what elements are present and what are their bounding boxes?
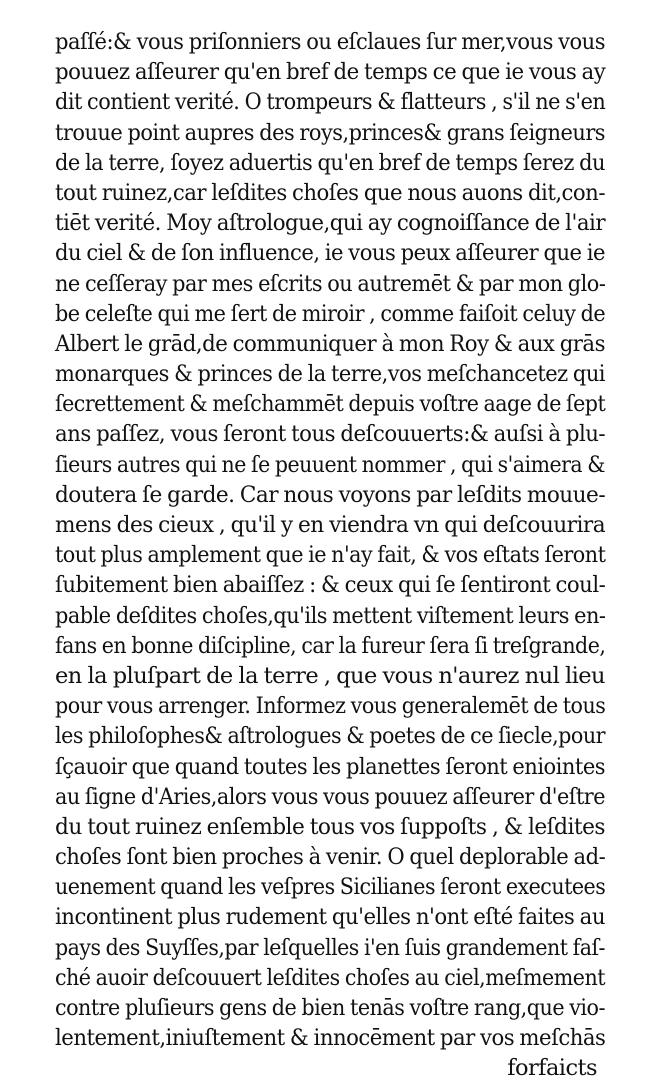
text-line-31: pays des Suyſſes,par leſquelles i'en ſuis grandement faſ- bbox=[55, 934, 605, 961]
text-line-9: ne ceſſeray par mes eſcrits ou autremēt & par mon glo- bbox=[55, 270, 606, 297]
text-line-17: mens des cieux , qu'il y en viendra vn qui deſcouurira bbox=[55, 512, 606, 538]
text-line-34: lentement,iniuſtement & innocēment par vos meſchās bbox=[55, 1025, 606, 1052]
text-line-2: pouuez aſſeurer qu'en bref de temps ce que ie vous ay bbox=[55, 59, 606, 86]
catchword: forfaicts bbox=[507, 1055, 597, 1082]
body-text bbox=[55, 27, 605, 1084]
text-line-5: de la terre, ſoyez aduertis qu'en bref de temps ſerez du bbox=[55, 149, 605, 176]
text-line-8: du ciel & de ſon influence, ie vous peux aſſeurer que ie bbox=[55, 240, 606, 267]
text-line-32: ché auoir deſcouuert leſdites choſes au ciel,meſmement bbox=[55, 964, 605, 991]
text-line-27: du tout ruinez enſemble tous vos ſuppoſts , & leſdites bbox=[55, 813, 605, 840]
text-line-6: tout ruinez,car leſdites choſes que nous auons dit,con- bbox=[55, 179, 606, 206]
text-line-28: choſes ſont bien proches à venir. O quel deplorable ad- bbox=[55, 844, 606, 871]
text-line-7: tiēt verité. Moy aſtrologue,qui ay cognoiſſance de l'air bbox=[55, 210, 606, 237]
text-line-11: Albert le grād,de communiquer à mon Roy & aux grās bbox=[55, 330, 605, 357]
text-line-1: paſſé:& vous priſonniers ou eſclaues ſur mer,vous vous bbox=[55, 29, 606, 55]
text-line-3: dit contient verité. O trompeurs & flatteurs , s'il ne s'en bbox=[55, 89, 606, 116]
text-line-23: pour vous arrenger. Informez vous generalemēt de tous bbox=[55, 693, 606, 720]
text-line-33: contre pluſieurs gens de bien tenās voſtre rang,que vio- bbox=[55, 995, 605, 1021]
text-line-13: ſecrettement & meſchammēt depuis voſtre aage de ſept bbox=[55, 391, 606, 418]
text-line-12: monarques & princes de la terre,vos meſchancetez qui bbox=[55, 361, 605, 388]
text-line-30: incontinent plus rudement qu'elles n'ont eſté faites au bbox=[55, 904, 605, 931]
text-line-22: en la pluſpart de la terre , que vous n'aurez nul lieu bbox=[55, 662, 605, 689]
text-line-21: fans en bonne diſcipline, car la fureur ſera ſi treſgrande, bbox=[55, 632, 606, 659]
text-line-20: pable deſdites choſes,qu'ils mettent viſtement leurs en- bbox=[55, 602, 606, 629]
text-line-25: ſçauoir que quand toutes les planettes ſeront eniointes bbox=[55, 753, 606, 780]
text-line-18: tout plus amplement que ie n'ay fait, & vos eſtats ſeront bbox=[55, 542, 606, 569]
text-line-4: trouue point aupres des roys,princes& grans ſeigneurs bbox=[55, 119, 606, 146]
text-line-14: ans paſſez, vous ſeront tous deſcouuerts:& auſsi à plu- bbox=[55, 421, 606, 448]
text-line-29: uenement quand les veſpres Sicilianes ſeront executees bbox=[55, 874, 606, 901]
text-line-19: ſubitement bien abaiſſez : & ceux qui ſe ſentiront coul- bbox=[55, 572, 606, 599]
text-line-24: les philoſophes& aſtrologues & poetes de ce ſiecle,pour bbox=[55, 723, 606, 750]
text-line-16: doutera ſe garde. Car nous voyons par leſdits mouue- bbox=[55, 481, 606, 508]
text-line-26: au ſigne d'Aries,alors vous vous pouuez aſſeurer d'eſtre bbox=[55, 783, 605, 810]
text-line-15: ſieurs autres qui ne ſe peuuent nommer , qui s'aimera & bbox=[55, 451, 606, 478]
text-line-10: be celeſte qui me ſert de miroir , comme faiſoit celuy de bbox=[55, 300, 606, 327]
